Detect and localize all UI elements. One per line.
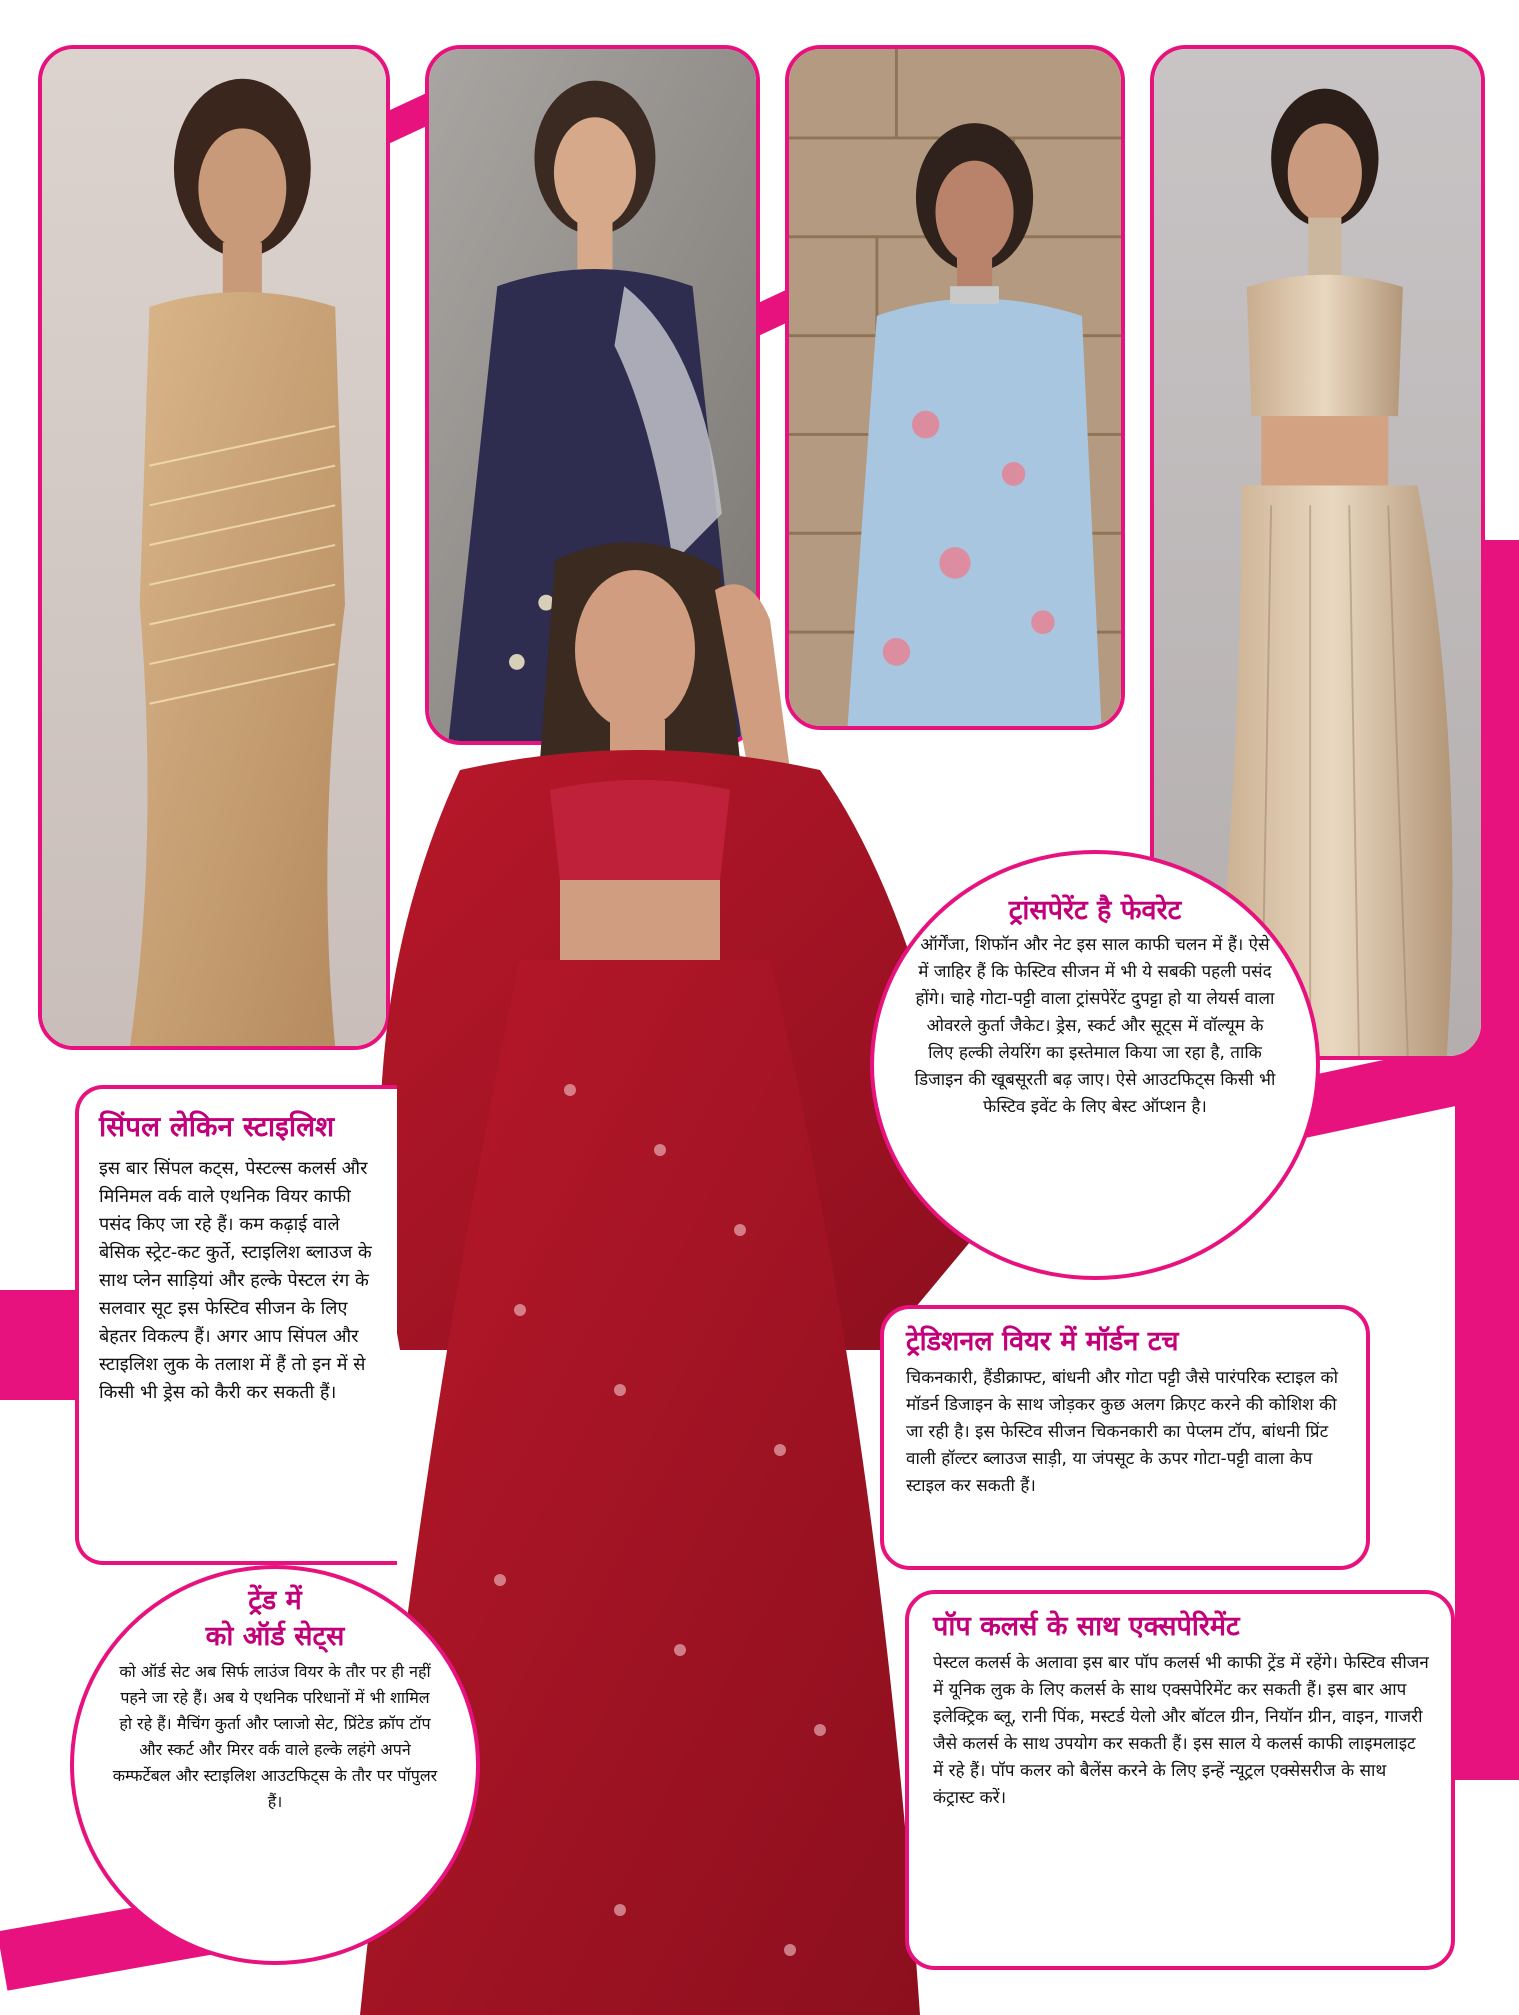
section-simple-stylish: [75, 1085, 397, 1565]
section-pop-title: पॉप कलर्स के साथ एक्सपेरिमेंट: [933, 1611, 1240, 1642]
section-pop-colours: [905, 1590, 1455, 1970]
section-traditional-body: चिकनकारी, हैंडीक्राफ्ट, बांधनी और गोटा पट्टी जैसे पारंपरिक स्टाइल को मॉडर्न डिजाइन के साथ जोड़कर कुछ अलग क्रिएट करने की कोशिश की जा रही है। इस फेस्टिव सीजन चिकनकारी का पेप्लम टॉप, बांधनी प्रिंट वाली हॉल्टर ब्लाउज साड़ी, या जंपसूट के ऊपर गोटा-पट्टी वाला केप स्टाइल कर सकती हैं।: [906, 1368, 1338, 1496]
section-simple-body: इस बार सिंपल कट्स, पेस्टल्स कलर्स और मिनिमल वर्क वाले एथनिक वियर काफी पसंद किए जा रहे हैं। कम कढ़ाई वाले बेसिक स्ट्रेट-कट कुर्ते, स्टाइलिश ब्लाउज के साथ प्लेन साड़ियां और हल्के पेस्टल रंग के सलवार सूट इस फेस्टिव सीजन के लिए बेहतर विकल्प हैं। अगर आप सिंपल और स्टाइलिश लुक के तलाश में हैं तो इन में से किसी भी ड्रेस को कैरी कर सकती हैं।: [99, 1158, 372, 1403]
section-simple-title: सिंपल लेकिन स्टाइलिश: [99, 1110, 335, 1143]
section-coord-title-1: ट्रेंड में: [248, 1585, 302, 1616]
section-transparent-favourite: [870, 850, 1320, 1280]
section-coord-title-2: को ऑर्ड सेट्स: [205, 1621, 345, 1652]
section-traditional-modern: [880, 1305, 1370, 1570]
section-coord-body: को ऑर्ड सेट अब सिर्फ लाउंज वियर के तौर पर ही नहीं पहने जा रहे हैं। अब ये एथनिक परिधानों में भी शामिल हो रहे हैं। मैचिंग कुर्ता और प्लाजो सेट, प्रिंटेड क्रॉप टॉप और स्कर्ट और मिरर वर्क वाले हल्के लहंगे अपने कम्फर्टेबल और स्टाइलिश आउटफिट्स के तौर पर पॉपुलर हैं।: [112, 1662, 438, 1811]
section-transparent-title: ट्रांसपेरेंट है फेवरेट: [1008, 895, 1182, 926]
section-traditional-title: ट्रेडिशनल वियर में मॉर्डन टच: [906, 1326, 1179, 1357]
section-pop-body: पेस्टल कलर्स के अलावा इस बार पॉप कलर्स भी काफी ट्रेंड में रहेंगे। फेस्टिव सीजन में यूनिक लुक के लिए कलर्स के साथ एक्सपेरिमेंट कर सकती हैं। इस बार आप इलेक्ट्रिक ब्लू, रानी पिंक, मस्टर्ड येलो और बॉटल ग्रीन, नियॉन ग्रीन, वाइन, गाजरी जैसे कलर्स के साथ उपयोग कर सकती हैं। इस साल ये कलर्स काफी लाइमलाइट में रहे हैं। पॉप कलर को बैलेंस करने के लिए इन्हें न्यूट्रल एक्सेसरीज के साथ कंट्रास्ट करें।: [933, 1653, 1429, 1808]
section-coord-sets: [70, 1565, 480, 1965]
band-left: [0, 1290, 75, 1400]
section-transparent-body: ऑर्गेंजा, शिफॉन और नेट इस साल काफी चलन में हैं। ऐसे में जाहिर हैं कि फेस्टिव सीजन में भी ये सबकी पहली पसंद होंगे। चाहे गोटा-पट्टी वाला ट्रांसपेरेंट दुपट्टा हो या लेयर्स वाला ओवरले कुर्ता जैकेट। ड्रेस, स्कर्ट और सूट्स में वॉल्यूम के लिए हल्की लेयरिंग का इस्तेमाल किया जा रहा है, ताकि डिजाइन की खूबसूरती बढ़ जाए। ऐसे आउटफिट्स किसी भी फेस्टिव इवेंट के लिए बेस्ट ऑप्शन है।: [914, 935, 1276, 1117]
